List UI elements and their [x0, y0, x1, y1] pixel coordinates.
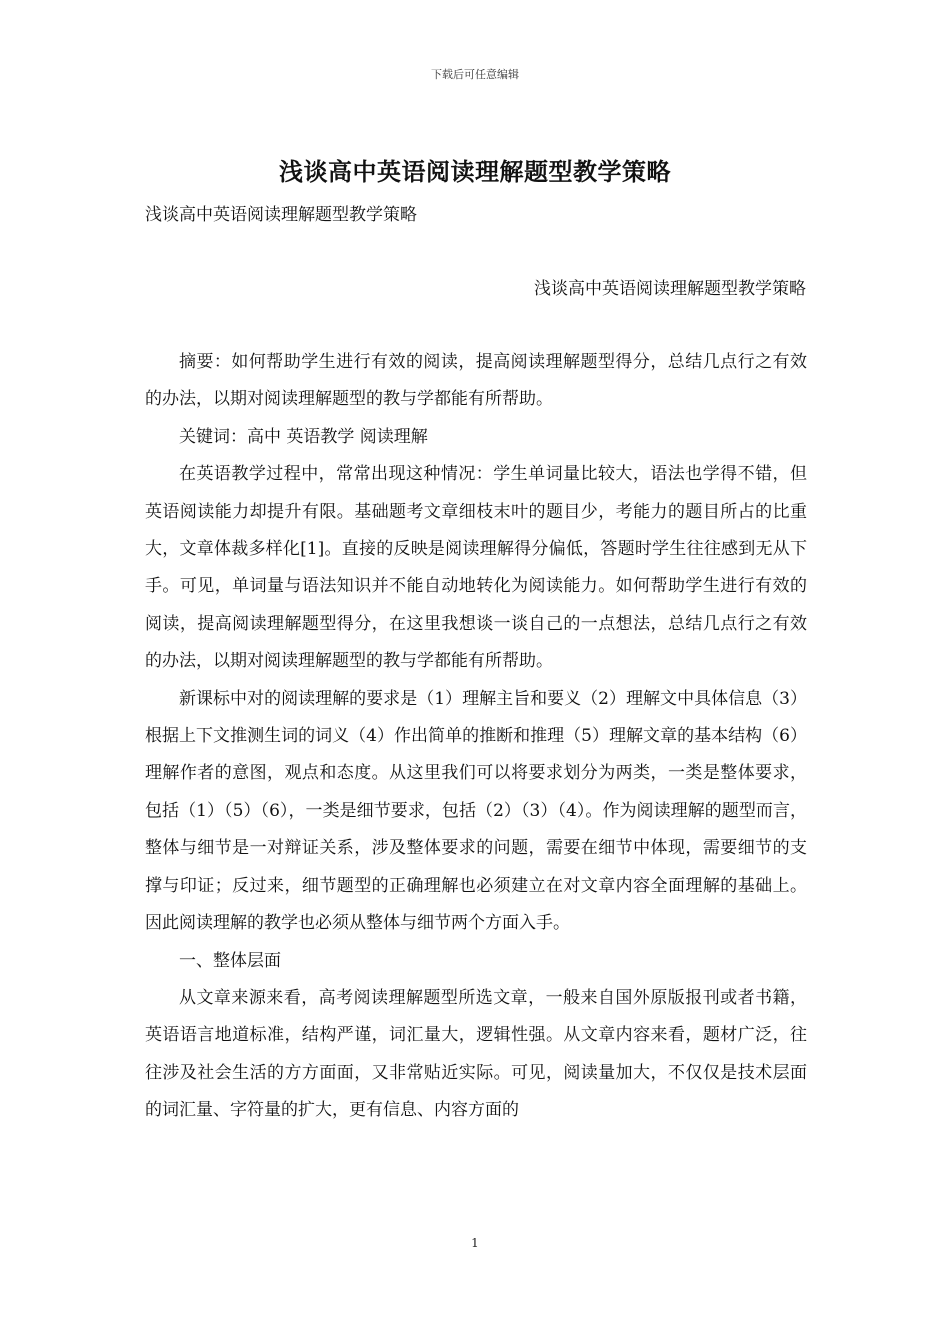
section-heading: 一、整体层面 [179, 950, 281, 971]
document-title: 浅谈高中英语阅读理解题型教学策略 [279, 157, 671, 186]
subtitle-left: 浅谈高中英语阅读理解题型教学策略 [145, 205, 417, 225]
document-body [145, 344, 807, 1130]
page-header-note: 下载后可任意编辑 [431, 68, 519, 81]
page-number: 1 [471, 1236, 479, 1250]
keywords-paragraph: 关键词：高中 英语教学 阅读理解 [179, 426, 428, 447]
requirements-paragraph: 新课标中对的阅读理解的要求是（1）理解主旨和要义（2）理解文中具体信息（3）根据上下文推测生词的词义（4）作出简单的推断和推理（5）理解文章的基本结构（6）理解作者的意图，观点和态度。从这里我们可以将要求划分为两类，一类是整体要求，包括（1）（5）（6），一类是细节要求，包括（2）（3）（4）。作为阅读理解的题型而言，整体与细节是一对辩证关系，涉及整体要求的问题，需要在细节中体现，需要细节的支撑与印证；反过来，细节题型的正确理解也必须建立在对文章内容全面理解的基础上。因此阅读理解的教学也必须从整体与细节两个方面入手。 [145, 688, 807, 934]
intro-paragraph: 在英语教学过程中，常常出现这种情况：学生单词量比较大，语法也学得不错，但英语阅读能力却提升有限。基础题考文章细枝末叶的题目少，考能力的题目所占的比重大，文章体裁多样化[1]。直接的反映是阅读理解得分偏低，答题时学生往往感到无从下手。可见，单词量与语法知识并不能自动地转化为阅读能力。如何帮助学生进行有效的阅读，提高阅读理解题型得分，在这里我想谈一谈自己的一点想法，总结几点行之有效的办法，以期对阅读理解题型的教与学都能有所帮助。 [145, 464, 807, 672]
section-paragraph: 从文章来源来看，高考阅读理解题型所选文章，一般来自国外原版报刊或者书籍，英语语言地道标准，结构严谨，词汇量大，逻辑性强。从文章内容来看，题材广泛，往往涉及社会生活的方方面面，又非常贴近实际。可见，阅读量加大，不仅仅是技术层面的词汇量、字符量的扩大，更有信息、内容方面的 [145, 987, 807, 1121]
abstract-paragraph: 摘要：如何帮助学生进行有效的阅读，提高阅读理解题型得分，总结几点行之有效的办法，以期对阅读理解题型的教与学都能有所帮助。 [145, 352, 807, 410]
subtitle-right: 浅谈高中英语阅读理解题型教学策略 [534, 279, 806, 299]
